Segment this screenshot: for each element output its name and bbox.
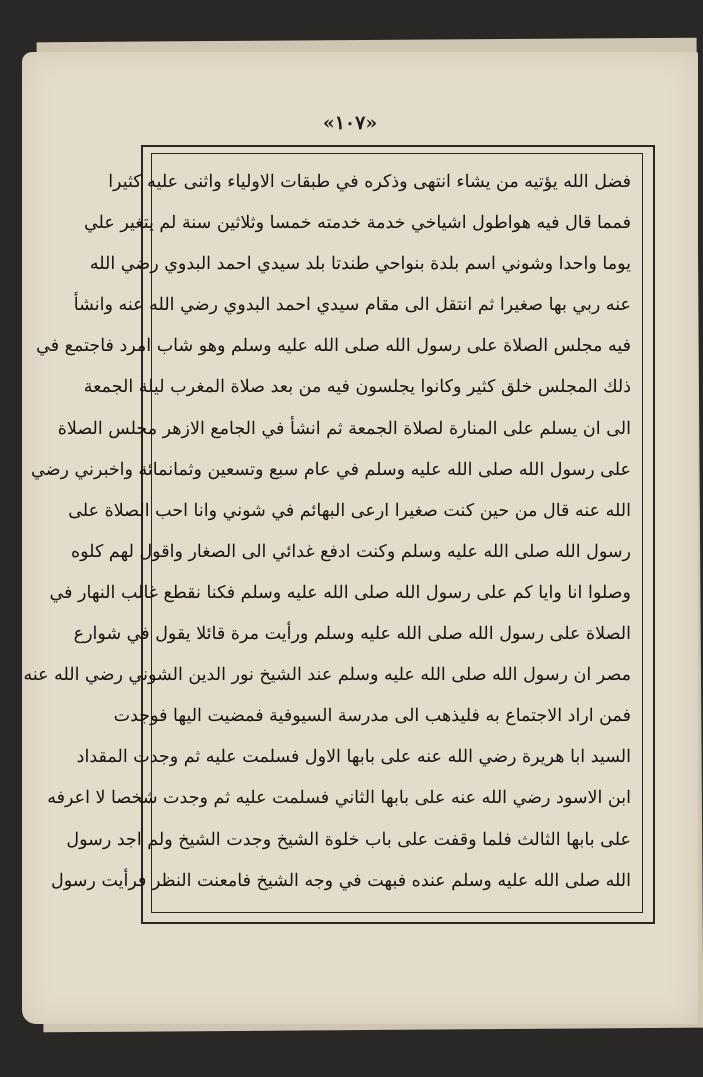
text-line: مصر ان رسول الله صلى الله عليه وسلم عند الشيخ نور الدين الشوني رضي الله عنه: [23, 665, 631, 686]
text-line: الى ان يسلم على المنارة لصلاة الجمعة ثم انشأ في الجامع الازهر مجلس الصلاة: [57, 418, 631, 439]
text-line: فمما قال فيه هواطول اشياخي خدمة خدمته خمسا وثلاثين سنة لم يتغير علي: [83, 213, 631, 234]
text-line: رسول الله صلى الله عليه وسلم وكنت ادفع غدائي الى الصغار واقول لهم كلوه: [70, 541, 631, 562]
text-line: ابن الاسود رضي الله عنه على بابها الثاني فسلمت عليه ثم وجدت شخصا لا اعرفه: [47, 788, 631, 809]
text-line: الصلاة على رسول الله صلى الله عليه وسلم ورأيت مرة قائلا يقول في شوارع: [73, 624, 631, 645]
text-line: فضل الله يؤتيه من يشاء انتهى وذكره في طبقات الاولياء واثنى عليه كثيرا: [108, 172, 631, 192]
text-line: فمن اراد الاجتماع به فليذهب الى مدرسة السيوفية فمضيت اليها فوجدت: [113, 706, 631, 727]
text-block: [23, 162, 631, 902]
page-number: «١٠٧»: [322, 112, 378, 134]
text-line: السيد ابا هريرة رضي الله عنه على بابها الاول فسلمت عليه ثم وجدت المقداد: [76, 747, 631, 768]
text-line: ذلك المجلس خلق كثير وكانوا يجلسون فيه من بعد صلاة المغرب ليلة الجمعة: [83, 377, 631, 398]
text-line: على بابها الثالث فلما وقفت على باب خلوة الشيخ وجدت الشيخ ولم اجد رسول: [66, 829, 631, 850]
text-line: الله عنه قال من حين كنت صغيرا ارعى البهائم في شوني وانا احب الصلاة على: [68, 500, 631, 521]
text-line: وصلوا انا وايا كم على رسول الله صلى الله عليه وسلم فكنا نقطع غالب النهار في: [49, 582, 631, 603]
text-line: عنه ربي بها صغيرا ثم انتقل الى مقام سيدي احمد البدوي رضي الله عنه وانشأ: [73, 295, 631, 316]
text-line: يوما واحدا وشوني اسم بلدة بنواحي طندتا بلد سيدي احمد البدوي رضي الله: [89, 254, 631, 275]
text-line: فيه مجلس الصلاة على رسول الله صلى الله عليه وسلم وهو شاب امرد فاجتمع في: [36, 336, 631, 357]
text-line: الله صلى الله عليه وسلم عنده فبهت في وجه الشيخ فامعنت النظر فرأيت رسول: [51, 870, 631, 891]
text-line: على رسول الله صلى الله عليه وسلم في عام سبع وتسعين وثمانمائة واخبرني رضي: [31, 459, 631, 480]
